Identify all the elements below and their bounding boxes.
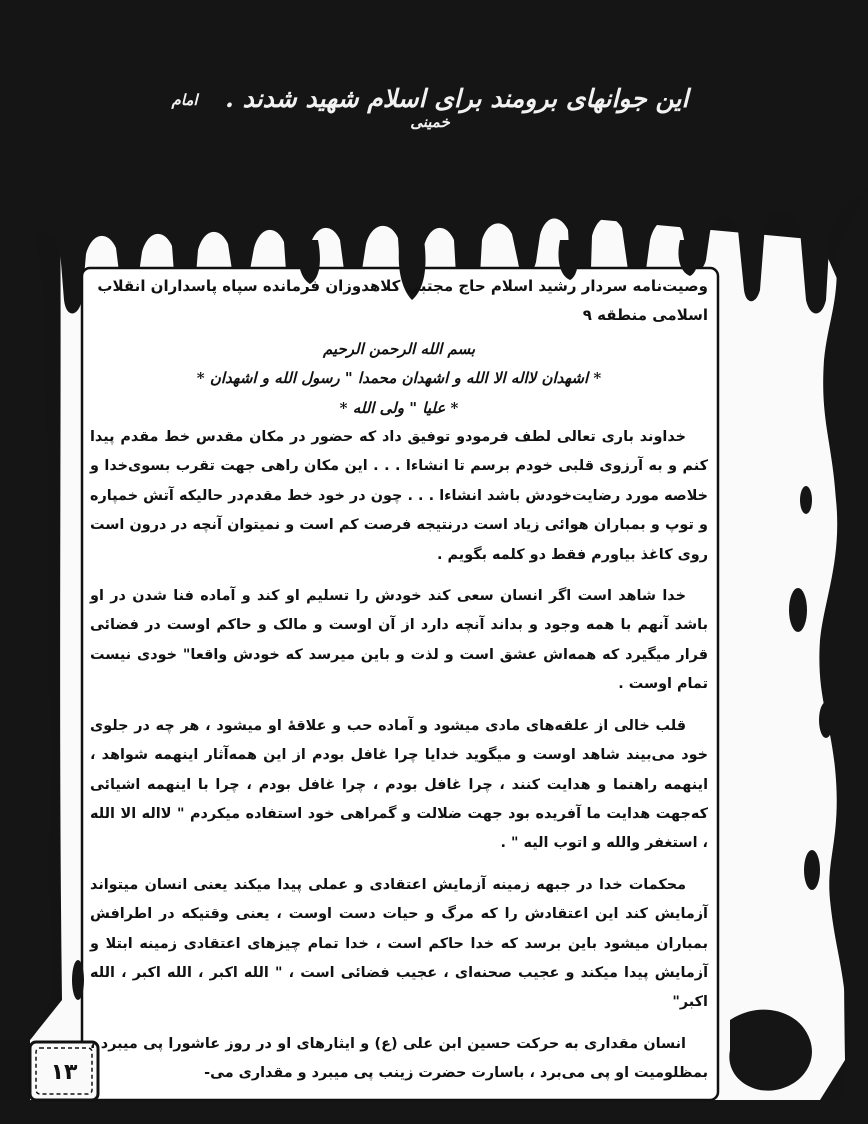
- slogan-text: این جوانهای برومند برای اسلام شهید شدند .: [225, 84, 689, 113]
- page-number: ۱۳: [50, 1059, 78, 1085]
- paragraph: محکمات خدا در جبهه زمینه آزمایش اعتقادی و عملی پیدا میکند یعنی انسان میتواند آزمایش کند این اعتقادش را که مرگ و حیات دست اوست ، یعنی وقتیکه در اطرافش بمباران میشود باین برسد که خدا حاکم است ، خدا تمام چیزهای اعتقادی زمینه ابتلا و آزمایش پیدا میکند و عجیب صحنه‌ای ، عجیب فضائی است ، " الله اکبر ، الله اکبر ، الله اکبر": [90, 876, 708, 1011]
- will-text-body: [90, 272, 708, 1092]
- header-slogan: [150, 84, 710, 136]
- shahada-line-1: * اشهدان لااله الا الله و اشهدان محمدا " رسول الله و اشهدان *: [196, 369, 602, 388]
- paragraph: خدا شاهد است اگر انسان سعی کند خودش را تسلیم او کند و آماده فنا شدن در او باشد آنهم با همه وجود و بداند آنچه دارد از آن اوست و مالک و حاکم اوست در فضائی قرار میگیرد که همه‌اش عشق است و لذت و باین میرسد که خودش واقعا" خودی نیست تمام اوست .: [90, 588, 708, 693]
- paragraph: خداوند باری تعالی لطف فرمودو توفیق داد که حضور در مکان مقدس خط مقدم پیدا کنم و به آرزوی قلبی خودم برسم تا انشاءا . . . این مکان راهی جهت تقرب بسوی‌خدا و خلاصه مورد رضایت‌خودش باشد انشاءا . . . چون در خود خط مقدم‌در حالیکه آتش خمپاره و توپ و بمباران هوائی زیاد است درنتیجه فرصت کم است و نمیتوان آنچه در درون است روی کاغذ بیاورم فقط دو کلمه بگویم .: [90, 429, 708, 563]
- paragraph: انسان مقداری به حرکت حسین ابن علی (ع) و ایثارهای او در روز عاشورا پی میبرد ، بمظلومیت او پی می‌برد ، باسارت حضرت زینب پی میبرد و مقداری می-: [90, 1035, 708, 1082]
- shahada-line-2: * علیا " ولی الله *: [339, 398, 459, 417]
- document-title-line-2: اسلامی منطقه ۹: [582, 306, 708, 325]
- document-title-line-1: وصیت‌نامه سردار رشید اسلام حاج مجتبی کلاهدوز‌ان فرمانده سپاه پاسداران انقلاب: [97, 277, 708, 295]
- signature-text: امام خمینی: [171, 91, 450, 131]
- paragraph: قلب خالی از علقه‌های مادی میشود و آماده حب و علاقهٔ او میشود ، هر چه در جلوی خود می‌بیند شاهد اوست و میگوید خدایا چرا غافل بودم از این همه‌آثار اینهمه شواهد ، اینهمه راهنما و هدایت کنند ، چرا غافل بودم ، چرا غافل بودم ، چرا با اینهمه اشیائی که‌جهت هدایت ما آفریده بود جهت ضلالت و گمراهی خود استفاده میکردم " لااله الا الله ، استغفر والله و اتوب الیه " .: [90, 717, 708, 852]
- basmala: بسم الله الرحمن الرحیم: [322, 339, 476, 358]
